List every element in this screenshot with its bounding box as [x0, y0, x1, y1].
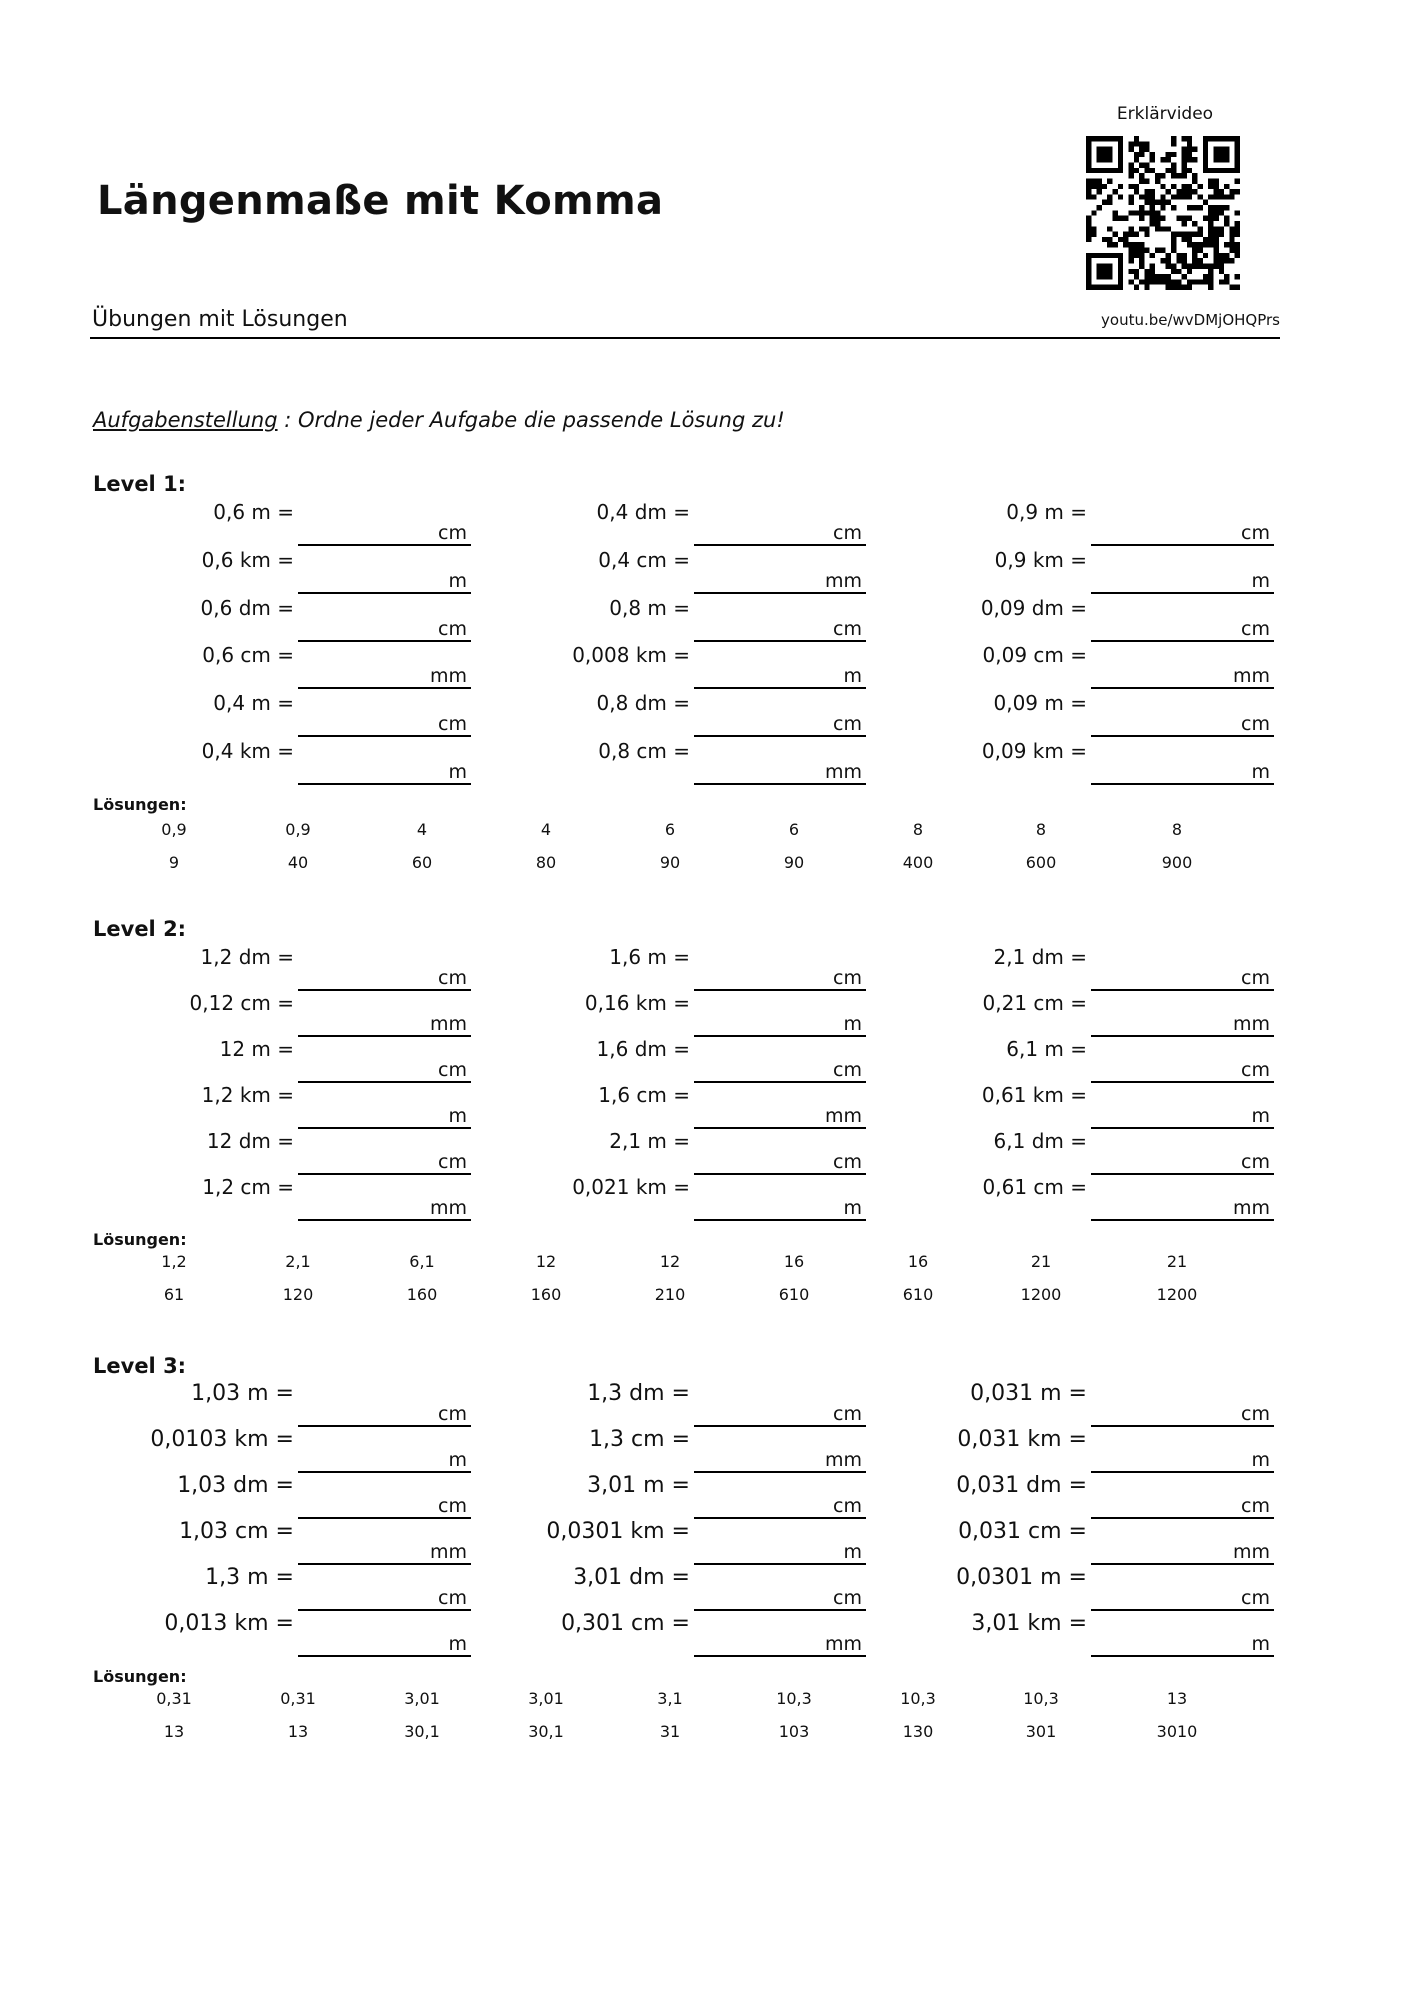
answer-unit: cm — [833, 1587, 862, 1609]
answer-blank[interactable] — [694, 1107, 866, 1129]
answer-unit: cm — [1241, 713, 1270, 735]
exercise-expression: 0,9 m = — [1006, 500, 1087, 524]
exercise-expression: 0,8 m = — [609, 596, 690, 620]
answer-blank[interactable] — [298, 1015, 471, 1037]
answer-unit: cm — [833, 1151, 862, 1173]
answer-blank[interactable] — [1091, 1635, 1274, 1657]
exercise-row — [0, 1427, 1414, 1471]
instruction-text: : Ordne jeder Aufgabe die passende Lösung zu! — [277, 408, 785, 432]
solution-value: 31 — [659, 1722, 681, 1741]
exercise-expression: 0,031 m = — [970, 1381, 1087, 1406]
exercise-expression: 0,61 km = — [981, 1083, 1087, 1107]
exercise-expression: 0,031 cm = — [958, 1519, 1087, 1544]
solutions-row — [0, 1722, 1414, 1746]
answer-blank[interactable] — [694, 524, 866, 546]
solution-value: 301 — [1025, 1722, 1057, 1741]
exercise-expression: 1,3 m = — [205, 1565, 294, 1590]
exercise-expression: 0,4 dm = — [596, 500, 690, 524]
answer-blank[interactable] — [1091, 1451, 1274, 1473]
exercise-row — [0, 548, 1414, 592]
exercise-row — [0, 1611, 1414, 1655]
exercise-expression: 1,2 km = — [201, 1083, 294, 1107]
answer-blank[interactable] — [694, 1153, 866, 1175]
exercise-expression: 0,4 km = — [201, 739, 294, 763]
answer-blank[interactable] — [1091, 715, 1274, 737]
solution-value: 900 — [1161, 853, 1193, 872]
exercise-expression: 1,6 m = — [609, 945, 690, 969]
answer-blank[interactable] — [1091, 969, 1274, 991]
answer-unit: mm — [1232, 1013, 1270, 1035]
exercise-row — [0, 1381, 1414, 1425]
solution-value: 61 — [163, 1285, 185, 1304]
answer-unit: mm — [824, 761, 862, 783]
answer-blank[interactable] — [694, 572, 866, 594]
answer-blank[interactable] — [298, 1199, 471, 1221]
answer-blank[interactable] — [694, 1497, 866, 1519]
answer-blank[interactable] — [298, 667, 471, 689]
solutions-row — [0, 1252, 1414, 1276]
solution-value: 90 — [783, 853, 805, 872]
exercise-expression: 0,21 cm = — [982, 991, 1087, 1015]
instruction-label: Aufgabenstellung — [93, 408, 278, 432]
answer-blank[interactable] — [1091, 1107, 1274, 1129]
answer-blank[interactable] — [694, 667, 866, 689]
exercise-row — [0, 1083, 1414, 1127]
answer-unit: mm — [1232, 1197, 1270, 1219]
exercise-expression: 0,8 cm = — [598, 739, 690, 763]
exercise-expression: 1,2 dm = — [200, 945, 294, 969]
solution-value: 0,31 — [156, 1689, 192, 1708]
exercise-expression: 3,01 km = — [971, 1611, 1087, 1636]
video-link[interactable]: youtu.be/wvDMjOHQPrs — [1101, 311, 1280, 329]
answer-blank[interactable] — [298, 1589, 471, 1611]
solution-value: 16 — [783, 1252, 805, 1271]
answer-unit: m — [843, 1013, 862, 1035]
exercise-row — [0, 739, 1414, 783]
solutions-title: Lösungen: — [93, 1230, 187, 1249]
exercise-expression: 6,1 m = — [1006, 1037, 1087, 1061]
answer-unit: m — [448, 1449, 467, 1471]
answer-blank[interactable] — [298, 1061, 471, 1083]
answer-unit: m — [1251, 1633, 1270, 1655]
answer-unit: cm — [438, 1151, 467, 1173]
answer-unit: m — [843, 1541, 862, 1563]
exercise-expression: 0,6 km = — [201, 548, 294, 572]
exercise-expression: 0,09 cm = — [982, 643, 1087, 667]
instruction — [93, 408, 785, 432]
answer-blank[interactable] — [694, 1589, 866, 1611]
answer-unit: mm — [824, 1105, 862, 1127]
answer-blank[interactable] — [694, 715, 866, 737]
exercise-expression: 1,2 cm = — [202, 1175, 294, 1199]
answer-blank[interactable] — [298, 715, 471, 737]
exercise-row — [0, 596, 1414, 640]
solution-value: 3010 — [1156, 1722, 1198, 1741]
answer-blank[interactable] — [298, 524, 471, 546]
answer-blank[interactable] — [694, 1635, 866, 1657]
qr-code-icon — [1081, 136, 1245, 290]
answer-unit: mm — [429, 1541, 467, 1563]
answer-unit: cm — [438, 1403, 467, 1425]
solution-value: 21 — [1166, 1252, 1188, 1271]
answer-unit: cm — [438, 967, 467, 989]
answer-blank[interactable] — [1091, 1497, 1274, 1519]
solution-value: 12 — [659, 1252, 681, 1271]
exercise-expression: 0,4 m = — [213, 691, 294, 715]
exercise-expression: 0,6 m = — [213, 500, 294, 524]
qr-label: Erklärvideo — [1116, 104, 1214, 124]
solution-value: 4 — [416, 820, 428, 839]
solution-value: 610 — [902, 1285, 934, 1304]
level-title: Level 3: — [93, 1354, 187, 1378]
exercise-row — [0, 691, 1414, 735]
answer-unit: cm — [833, 522, 862, 544]
solutions-row — [0, 820, 1414, 844]
solution-value: 8 — [1035, 820, 1047, 839]
solution-value: 160 — [530, 1285, 562, 1304]
solution-value: 30,1 — [528, 1722, 564, 1741]
header-divider — [90, 337, 1280, 339]
solution-value: 13 — [1166, 1689, 1188, 1708]
exercise-expression: 3,01 dm = — [573, 1565, 690, 1590]
exercise-expression: 0,008 km = — [572, 643, 690, 667]
exercise-expression: 1,03 m = — [191, 1381, 294, 1406]
solution-value: 1200 — [1020, 1285, 1062, 1304]
exercise-expression: 0,301 cm = — [561, 1611, 690, 1636]
answer-unit: cm — [833, 713, 862, 735]
answer-unit: m — [843, 665, 862, 687]
answer-blank[interactable] — [694, 1015, 866, 1037]
solution-value: 21 — [1030, 1252, 1052, 1271]
solution-value: 160 — [406, 1285, 438, 1304]
level-title: Level 1: — [93, 472, 187, 496]
answer-blank[interactable] — [298, 969, 471, 991]
exercise-expression: 0,9 km = — [994, 548, 1087, 572]
answer-unit: cm — [1241, 1495, 1270, 1517]
solution-value: 210 — [654, 1285, 686, 1304]
exercise-row — [0, 1565, 1414, 1609]
exercise-row — [0, 1473, 1414, 1517]
answer-unit: mm — [824, 1633, 862, 1655]
exercise-expression: 12 dm = — [206, 1129, 294, 1153]
exercise-expression: 2,1 m = — [609, 1129, 690, 1153]
exercise-expression: 1,3 cm = — [589, 1427, 690, 1452]
answer-unit: m — [1251, 1449, 1270, 1471]
solution-value: 130 — [902, 1722, 934, 1741]
exercise-row — [0, 1129, 1414, 1173]
answer-unit: mm — [1232, 665, 1270, 687]
exercise-expression: 1,6 dm = — [596, 1037, 690, 1061]
solution-value: 10,3 — [900, 1689, 936, 1708]
exercise-expression: 0,16 km = — [584, 991, 690, 1015]
solution-value: 3,1 — [657, 1689, 683, 1708]
answer-blank[interactable] — [298, 1497, 471, 1519]
answer-unit: cm — [438, 618, 467, 640]
solutions-row — [0, 853, 1414, 877]
answer-unit: cm — [438, 1495, 467, 1517]
answer-unit: cm — [1241, 522, 1270, 544]
answer-blank[interactable] — [1091, 1199, 1274, 1221]
answer-blank[interactable] — [1091, 1153, 1274, 1175]
exercise-expression: 0,0103 km = — [150, 1427, 294, 1452]
answer-blank[interactable] — [1091, 667, 1274, 689]
answer-blank[interactable] — [298, 763, 471, 785]
answer-unit: cm — [1241, 618, 1270, 640]
solution-value: 10,3 — [1023, 1689, 1059, 1708]
exercise-expression: 0,013 km = — [164, 1611, 294, 1636]
solution-value: 13 — [287, 1722, 309, 1741]
exercise-expression: 0,021 km = — [572, 1175, 690, 1199]
exercise-expression: 0,09 km = — [981, 739, 1087, 763]
answer-blank[interactable] — [1091, 763, 1274, 785]
answer-blank[interactable] — [694, 763, 866, 785]
exercise-expression: 1,6 cm = — [598, 1083, 690, 1107]
solution-value: 120 — [282, 1285, 314, 1304]
solution-value: 0,9 — [285, 820, 311, 839]
solution-value: 6,1 — [409, 1252, 435, 1271]
answer-unit: m — [843, 1197, 862, 1219]
solutions-title: Lösungen: — [93, 1667, 187, 1686]
solution-value: 4 — [540, 820, 552, 839]
answer-blank[interactable] — [298, 1107, 471, 1129]
exercise-row — [0, 1175, 1414, 1219]
page-subtitle: Übungen mit Lösungen — [92, 307, 348, 332]
answer-blank[interactable] — [298, 1451, 471, 1473]
solution-value: 1,2 — [161, 1252, 187, 1271]
answer-unit: mm — [429, 1013, 467, 1035]
answer-unit: m — [1251, 761, 1270, 783]
exercise-expression: 2,1 dm = — [993, 945, 1087, 969]
solution-value: 90 — [659, 853, 681, 872]
answer-unit: cm — [438, 522, 467, 544]
answer-unit: cm — [438, 1587, 467, 1609]
answer-unit: cm — [833, 618, 862, 640]
solution-value: 3,01 — [528, 1689, 564, 1708]
answer-blank[interactable] — [694, 969, 866, 991]
answer-blank[interactable] — [298, 572, 471, 594]
answer-unit: mm — [824, 570, 862, 592]
exercise-expression: 1,3 dm = — [587, 1381, 690, 1406]
solution-value: 103 — [778, 1722, 810, 1741]
exercise-row — [0, 1519, 1414, 1563]
answer-blank[interactable] — [298, 1543, 471, 1565]
exercise-expression: 0,12 cm = — [189, 991, 294, 1015]
level-title: Level 2: — [93, 917, 187, 941]
answer-blank[interactable] — [1091, 620, 1274, 642]
exercise-expression: 0,6 dm = — [200, 596, 294, 620]
solution-value: 1200 — [1156, 1285, 1198, 1304]
answer-blank[interactable] — [694, 1405, 866, 1427]
exercise-expression: 0,09 m = — [993, 691, 1087, 715]
answer-unit: m — [448, 570, 467, 592]
answer-unit: cm — [833, 1403, 862, 1425]
answer-blank[interactable] — [1091, 1061, 1274, 1083]
answer-unit: mm — [429, 1197, 467, 1219]
answer-unit: m — [448, 1105, 467, 1127]
answer-blank[interactable] — [694, 1061, 866, 1083]
answer-unit: mm — [429, 665, 467, 687]
solutions-title: Lösungen: — [93, 795, 187, 814]
exercise-expression: 0,0301 km = — [546, 1519, 690, 1544]
exercise-row — [0, 643, 1414, 687]
solutions-row — [0, 1689, 1414, 1713]
answer-blank[interactable] — [1091, 1543, 1274, 1565]
answer-unit: cm — [833, 1059, 862, 1081]
answer-blank[interactable] — [298, 1153, 471, 1175]
solution-value: 80 — [535, 853, 557, 872]
solution-value: 60 — [411, 853, 433, 872]
answer-blank[interactable] — [694, 1543, 866, 1565]
solution-value: 40 — [287, 853, 309, 872]
exercise-expression: 12 m = — [219, 1037, 294, 1061]
exercise-expression: 3,01 m = — [587, 1473, 690, 1498]
solution-value: 12 — [535, 1252, 557, 1271]
solution-value: 2,1 — [285, 1252, 311, 1271]
exercise-row — [0, 991, 1414, 1035]
answer-unit: cm — [1241, 1587, 1270, 1609]
solution-value: 0,31 — [280, 1689, 316, 1708]
answer-unit: m — [1251, 1105, 1270, 1127]
answer-blank[interactable] — [694, 1199, 866, 1221]
answer-unit: cm — [438, 1059, 467, 1081]
exercise-expression: 0,61 cm = — [982, 1175, 1087, 1199]
answer-blank[interactable] — [1091, 1405, 1274, 1427]
exercise-expression: 1,03 dm = — [177, 1473, 294, 1498]
solution-value: 8 — [912, 820, 924, 839]
answer-unit: cm — [1241, 1403, 1270, 1425]
exercise-expression: 0,4 cm = — [598, 548, 690, 572]
solution-value: 3,01 — [404, 1689, 440, 1708]
solution-value: 400 — [902, 853, 934, 872]
answer-blank[interactable] — [694, 620, 866, 642]
solutions-row — [0, 1285, 1414, 1309]
answer-unit: cm — [438, 713, 467, 735]
exercise-expression: 6,1 dm = — [993, 1129, 1087, 1153]
solution-value: 600 — [1025, 853, 1057, 872]
answer-unit: cm — [1241, 967, 1270, 989]
solution-value: 8 — [1171, 820, 1183, 839]
exercise-row — [0, 1037, 1414, 1081]
answer-unit: cm — [833, 967, 862, 989]
answer-blank[interactable] — [1091, 572, 1274, 594]
exercise-row — [0, 500, 1414, 544]
solution-value: 30,1 — [404, 1722, 440, 1741]
solution-value: 9 — [168, 853, 180, 872]
solution-value: 6 — [788, 820, 800, 839]
answer-blank[interactable] — [298, 620, 471, 642]
solution-value: 16 — [907, 1252, 929, 1271]
answer-unit: m — [1251, 570, 1270, 592]
answer-unit: cm — [833, 1495, 862, 1517]
solution-value: 13 — [163, 1722, 185, 1741]
answer-unit: mm — [824, 1449, 862, 1471]
answer-blank[interactable] — [1091, 1589, 1274, 1611]
answer-blank[interactable] — [1091, 1015, 1274, 1037]
solution-value: 10,3 — [776, 1689, 812, 1708]
solution-value: 6 — [664, 820, 676, 839]
answer-unit: cm — [1241, 1059, 1270, 1081]
answer-unit: m — [448, 761, 467, 783]
solution-value: 610 — [778, 1285, 810, 1304]
page-title: Längenmaße mit Komma — [97, 178, 664, 224]
answer-blank[interactable] — [694, 1451, 866, 1473]
exercise-expression: 0,8 dm = — [596, 691, 690, 715]
answer-unit: cm — [1241, 1151, 1270, 1173]
exercise-expression: 0,031 dm = — [956, 1473, 1087, 1498]
exercise-expression: 1,03 cm = — [179, 1519, 294, 1544]
answer-blank[interactable] — [298, 1635, 471, 1657]
exercise-expression: 0,6 cm = — [202, 643, 294, 667]
answer-unit: m — [448, 1633, 467, 1655]
exercise-expression: 0,0301 m = — [956, 1565, 1087, 1590]
answer-blank[interactable] — [298, 1405, 471, 1427]
exercise-row — [0, 945, 1414, 989]
answer-unit: mm — [1232, 1541, 1270, 1563]
solution-value: 0,9 — [161, 820, 187, 839]
answer-blank[interactable] — [1091, 524, 1274, 546]
exercise-expression: 0,031 km = — [957, 1427, 1087, 1452]
exercise-expression: 0,09 dm = — [980, 596, 1087, 620]
